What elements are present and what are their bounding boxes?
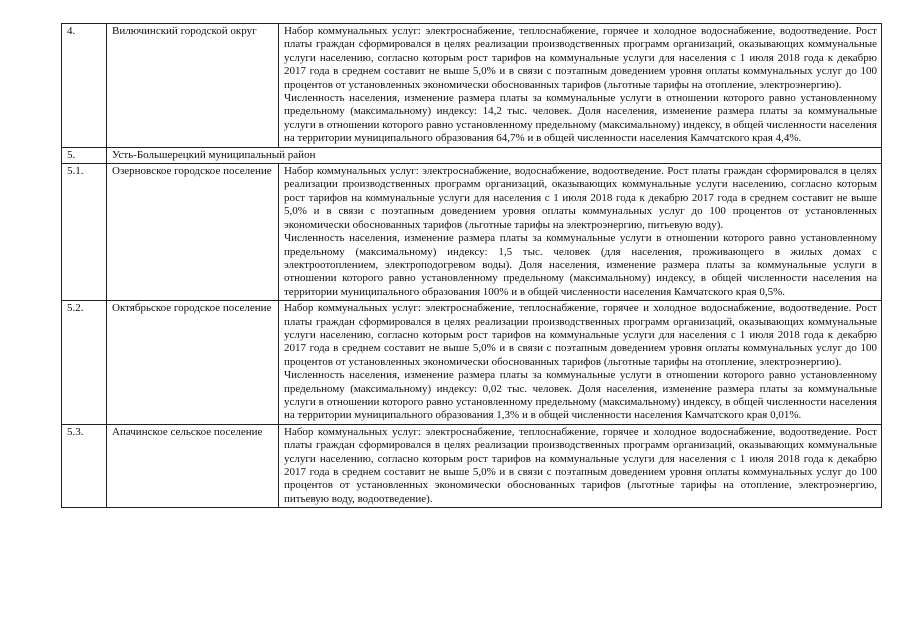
municipality-name: Озерновское городское поселение: [107, 164, 279, 301]
description-paragraph: Набор коммунальных услуг: электроснабжение, теплоснабжение, горячее и холодное водоснабжение, водоотведение. Рост платы граждан сформировался в целях реализации производственных программ организаций, оказывающих коммунальные услуги населению, согласно которым рост тарифов на коммунальные услуги для населения с 1 июля 2018 года к декабрю 2017 года в среднем составит не выше 5,0% и в связи с поэтапным доведением уровня оплаты коммунальных услуг до 100 процентов от установленных экономически обоснованных тарифов (льготные тарифы на отопление, электроэнергию, питьевую воду, водоотведение).: [284, 425, 877, 505]
row-number: 4.: [62, 24, 107, 148]
municipality-name: Апачинское сельское поселение: [107, 424, 279, 507]
row-number: 5.2.: [62, 301, 107, 425]
table-row: [62, 424, 882, 507]
row-description: [279, 301, 882, 425]
row-number: 5.: [62, 147, 107, 163]
table-row: [62, 164, 882, 301]
municipality-name: Усть-Большерецкий муниципальный район: [107, 147, 882, 163]
description-paragraph: Численность населения, изменение размера платы за коммунальные услуги в отношении которого равно установленному предельному (максимальному) индексу: 14,2 тыс. человек. Доля населения, изменение размера платы за коммунальные услуги в отношении которого равно установленному предельному (максимальному) индексу, в общей численности населения на территории муниципального образования 64,7% и в общей численности населения Камчатского края 4,4%.: [284, 92, 877, 145]
description-paragraph: Численность населения, изменение размера платы за коммунальные услуги в отношении которого равно установленному предельному (максимальному) индексу: 1,5 тыс. человек (для населения, проживающего в жилых домах с электроотоплением, электроподогревом воды). Доля населения, изменение размера платы за коммунальные услуги в отношении которого равно установленному предельному (максимальному) индексу, в общей численности населения на территории муниципального образования 100% и в общей численности населения Камчатского края 0,5%.: [284, 232, 877, 298]
description-paragraph: Набор коммунальных услуг: электроснабжение, водоснабжение, водоотведение. Рост платы граждан сформировался в целях реализации производственных программ организаций, оказывающих коммунальные услуги населению, согласно которым рост тарифов на коммунальные услуги для населения с 1 июля 2018 года к декабрю 2017 года в среднем составит не выше 5,0% и в связи с поэтапным доведением уровня оплаты коммунальных услуг до 100 процентов от установленных экономически обоснованных тарифов (льготные тарифы на электроэнергию, питьевую воду).: [284, 165, 877, 231]
row-description: [279, 424, 882, 507]
municipality-name: Вилючинский городской округ: [107, 24, 279, 148]
description-paragraph: Численность населения, изменение размера платы за коммунальные услуги в отношении которого равно установленному предельному (максимальному) индексу: 0,02 тыс. человек. Доля населения, изменение размера платы за коммунальные услуги в отношении которого равно установленному предельному (максимальному) индексу, в общей численности населения на территории муниципального образования 1,3% и в общей численности населения Камчатского края 0,01%.: [284, 369, 877, 422]
table-row: [62, 24, 882, 148]
row-description: [279, 164, 882, 301]
row-number: 5.3.: [62, 424, 107, 507]
municipality-name: Октябрьское городское поселение: [107, 301, 279, 425]
row-description: [279, 24, 882, 148]
municipal-tariff-table: [61, 23, 882, 508]
table-row: [62, 301, 882, 425]
row-number: 5.1.: [62, 164, 107, 301]
table-row: [62, 147, 882, 163]
description-paragraph: Набор коммунальных услуг: электроснабжение, теплоснабжение, горячее и холодное водоснабжение, водоотведение. Рост платы граждан сформировался в целях реализации производственных программ организаций, оказывающих коммунальные услуги населению, согласно которым рост тарифов на коммунальные услуги для населения с 1 июля 2018 года к декабрю 2017 года в среднем составит не выше 5,0% и в связи с поэтапным доведением уровня оплаты коммунальных услуг до 100 процентов от установленных экономически обоснованных тарифов (льготные тарифы на отопление, электроэнергию).: [284, 302, 877, 368]
description-paragraph: Набор коммунальных услуг: электроснабжение, теплоснабжение, горячее и холодное водоснабжение, водоотведение. Рост платы граждан сформировался в целях реализации производственных программ организаций, оказывающих коммунальные услуги населению, согласно которым рост тарифов на коммунальные услуги для населения с 1 июля 2018 года к декабрю 2017 года в среднем составит не выше 5,0% и в связи с поэтапным доведением уровня оплаты коммунальных услуг до 100 процентов от установленных экономически обоснованных тарифов (льготные тарифы на отопление, электроэнергию).: [284, 25, 877, 91]
